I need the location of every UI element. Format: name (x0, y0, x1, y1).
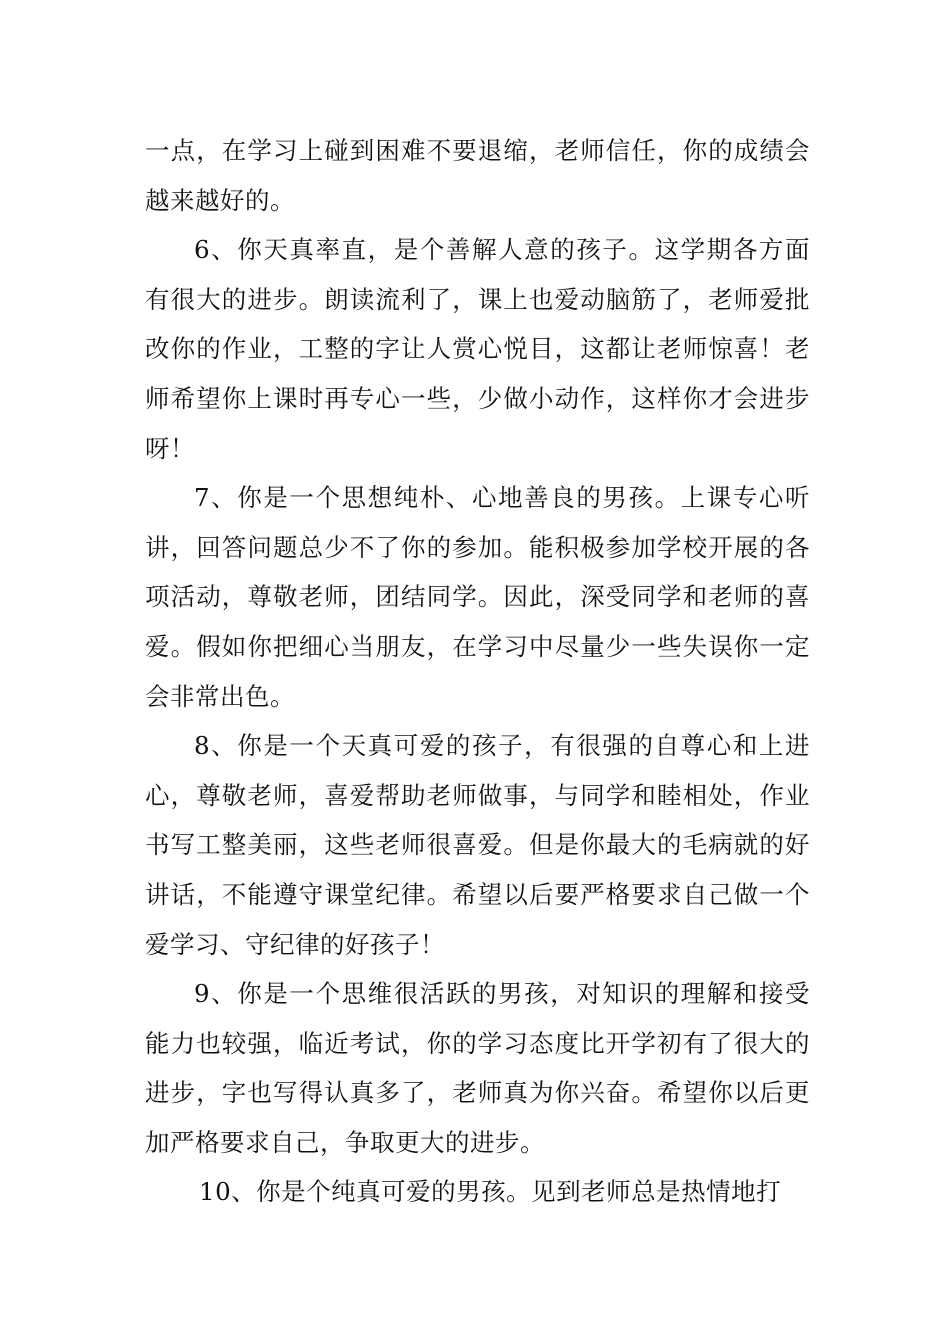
paragraph-item-9: 9、你是一个思维很活跃的男孩，对知识的理解和接受能力也较强，临近考试，你的学习态度比开学初有了很大的进步，字也写得认真多了，老师真为你兴奋。希望你以后更加严格要求自己，争取更大的进步。 (145, 979, 810, 1157)
paragraph-item-7: 7、你是一个思想纯朴、心地善良的男孩。上课专心听讲，回答问题总少不了你的参加。能积极参加学校开展的各项活动，尊敬老师，团结同学。因此，深受同学和老师的喜爱。假如你把细心当朋友，在学习中尽量少一些失误你一定会非常出色。 (145, 483, 810, 711)
paragraph-continuation: 一点，在学习上碰到困难不要退缩，老师信任，你的成绩会越来越好的。 (145, 136, 810, 215)
paragraph-item-6: 6、你天真率直，是个善解人意的孩子。这学期各方面有很大的进步。朗读流利了，课上也爱动脑筋了，老师爱批改你的作业，工整的字让人赏心悦目，这都让老师惊喜！老师希望你上课时再专心一些，少做小动作，这样你才会进步呀！ (145, 235, 810, 463)
paragraph-item-10: 10、你是个纯真可爱的男孩。见到老师总是热情地打 (199, 1177, 782, 1207)
document-body (145, 126, 810, 1217)
paragraph-item-8: 8、你是一个天真可爱的孩子，有很强的自尊心和上进心，尊敬老师，喜爱帮助老师做事，与同学和睦相处，作业书写工整美丽，这些老师很喜爱。但是你最大的毛病就的好讲话，不能遵守课堂纪律。希望以后要严格要求自己做一个爱学习、守纪律的好孩子！ (145, 731, 810, 959)
